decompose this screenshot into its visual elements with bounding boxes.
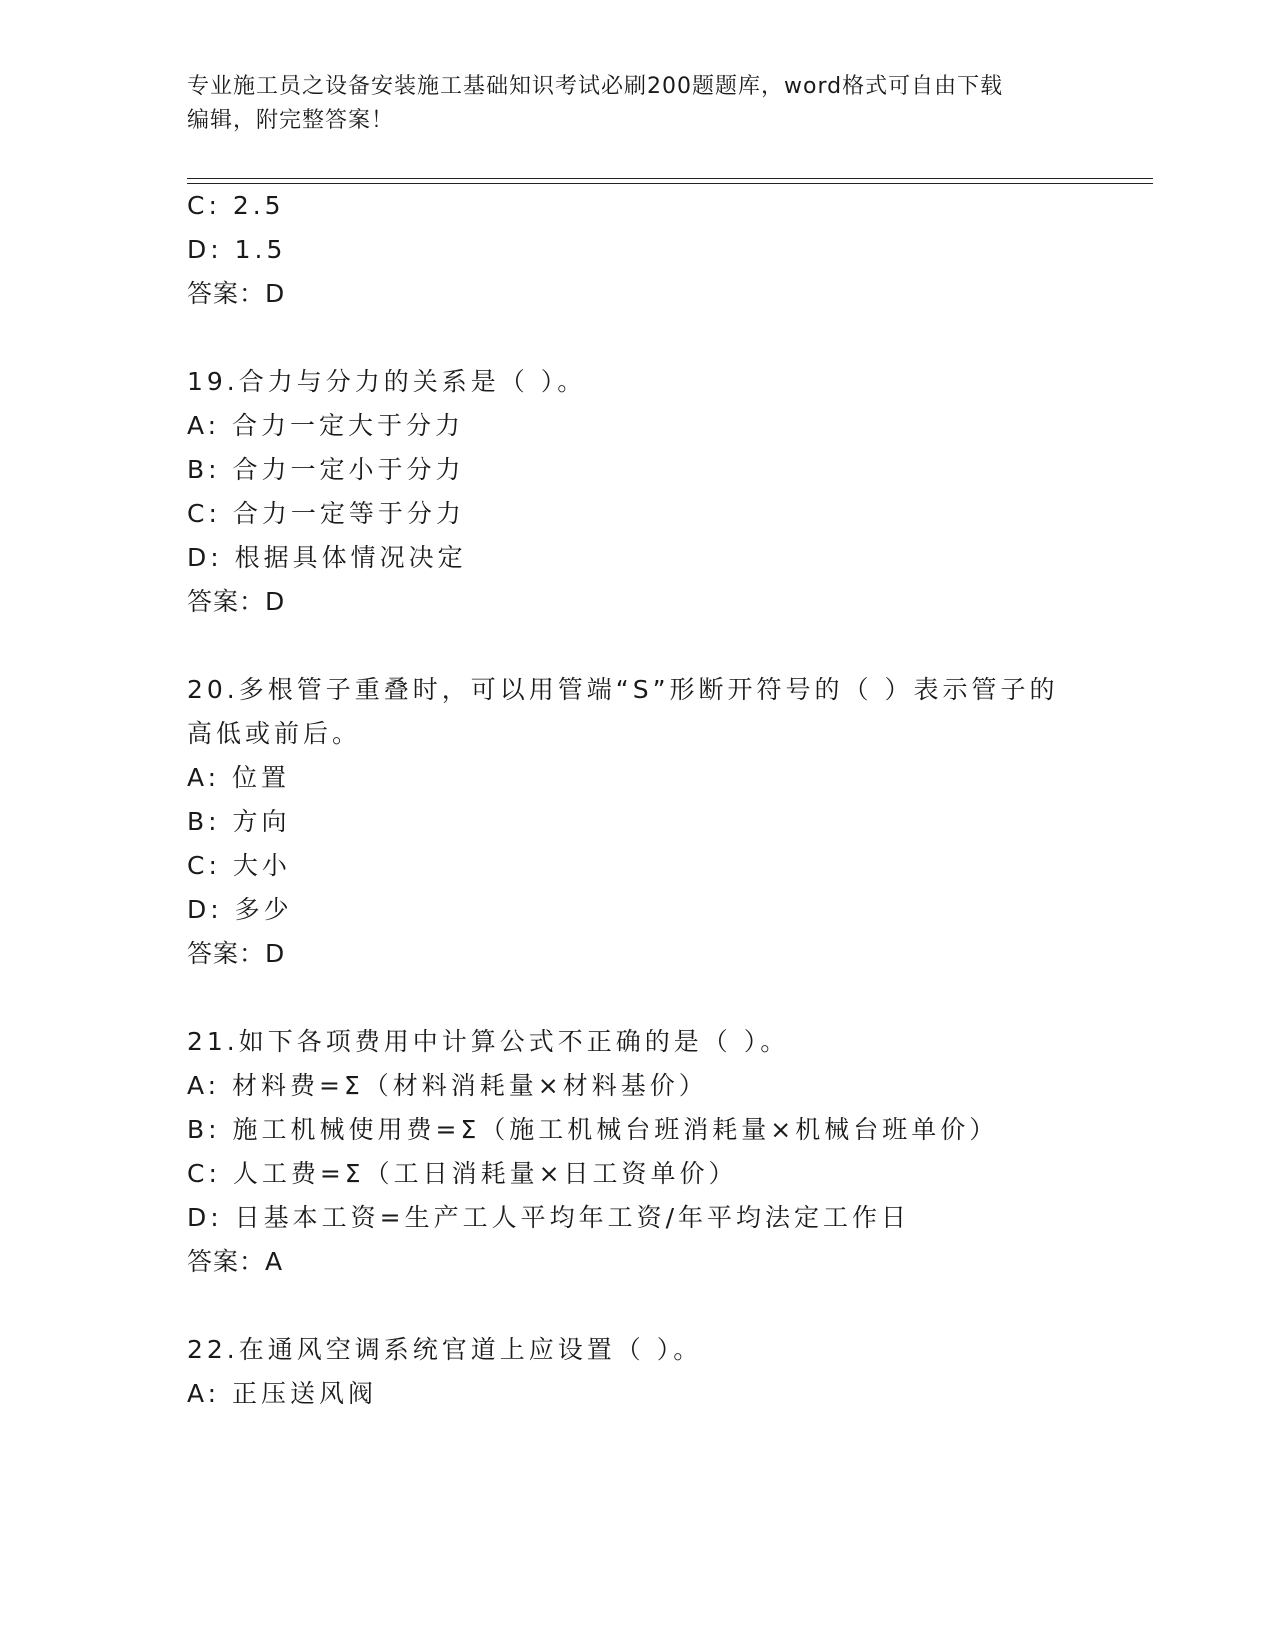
- q20-stem-line1: 20.多根管子重叠时，可以用管端“S”形断开符号的（ ）表示管子的: [187, 675, 1059, 704]
- header-divider-bottom: [187, 183, 1153, 184]
- q20-option-a: A: 位置: [187, 763, 291, 792]
- q21-option-d: D: 日基本工资=生产工人平均年工资/年平均法定工作日: [187, 1203, 910, 1232]
- q19-answer: 答案：D: [187, 587, 286, 616]
- q21-option-b: B: 施工机械使用费=Σ（施工机械台班消耗量×机械台班单价）: [187, 1115, 999, 1144]
- q19-option-c: C: 合力一定等于分力: [187, 499, 465, 528]
- document-header: [187, 70, 1067, 138]
- q21-option-c: C: 人工费=Σ（工日消耗量×日工资单价）: [187, 1159, 738, 1188]
- q20-option-b: B: 方向: [187, 807, 291, 836]
- q22-stem: 22.在通风空调系统官道上应设置（ ）。: [187, 1335, 703, 1364]
- q21-option-a: A: 材料费=Σ（材料消耗量×材料基价）: [187, 1071, 708, 1100]
- header-title-line1: 专业施工员之设备安装施工基础知识考试必刷200题题库，word格式可自由下载: [187, 74, 1004, 99]
- prev-answer: 答案：D: [187, 279, 286, 308]
- prev-option-c: C: 2.5: [187, 191, 285, 220]
- q19-option-a: A: 合力一定大于分力: [187, 411, 465, 440]
- prev-option-d: D: 1.5: [187, 235, 287, 264]
- q22-option-a: A: 正压送风阀: [187, 1379, 378, 1408]
- q20-stem-line2: 高低或前后。: [187, 719, 362, 748]
- q19-stem: 19.合力与分力的关系是（ ）。: [187, 367, 587, 396]
- header-title-line2: 编辑，附完整答案！: [187, 108, 395, 133]
- q19-option-d: D: 根据具体情况决定: [187, 543, 467, 572]
- header-divider-top: [187, 178, 1153, 179]
- q20-answer: 答案：D: [187, 939, 286, 968]
- q20-option-c: C: 大小: [187, 851, 291, 880]
- q21-stem: 21.如下各项费用中计算公式不正确的是（ ）。: [187, 1027, 790, 1056]
- q19-option-b: B: 合力一定小于分力: [187, 455, 465, 484]
- q20-option-d: D: 多少: [187, 895, 293, 924]
- q21-answer: 答案：A: [187, 1247, 284, 1276]
